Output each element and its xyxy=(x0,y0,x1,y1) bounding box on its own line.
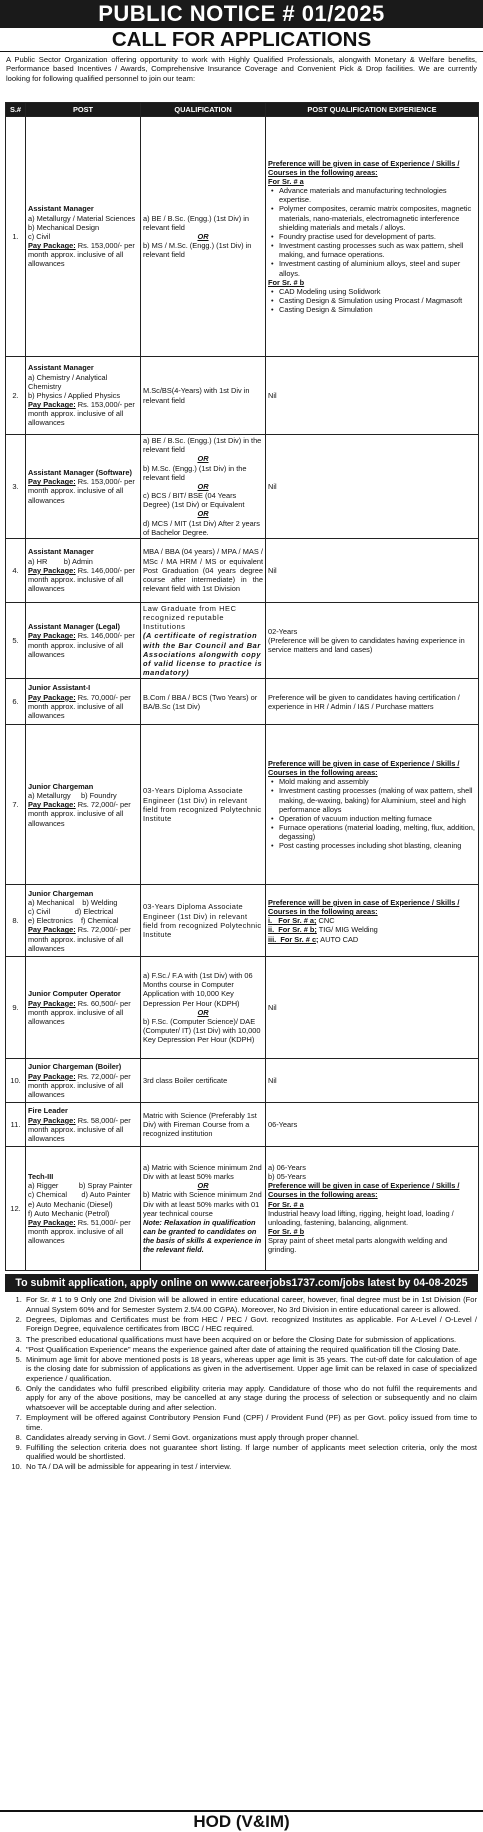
list-item: • CAD Modeling using Solidwork xyxy=(279,287,476,296)
intro-paragraph: A Public Sector Organization offering opportunity to work with Highly Qualified Professionals, alongwith Monetary & Welfare benefits, Performance based Incentives / Awards, Comprehensive Insurance Coverage and Convenient Pick & Drop facilities. We are currently looking for following qualified personnel to join our team: xyxy=(6,55,477,83)
pay-package xyxy=(28,693,138,721)
list-item: 10. No TA / DA will be admissible for appearing in test / interview. xyxy=(24,1462,477,1472)
post-cell xyxy=(26,885,141,957)
list-item: 2. Degrees, Diplomas and Certificates must be from HEC / PEC / Govt. recognized Institutes as applicable. For A-Level / O-Level / Foreign Degree, equivalence certificates from IBCC / HEC required. xyxy=(24,1315,477,1334)
pay-label: Pay Package: xyxy=(28,400,76,410)
or-label: OR xyxy=(197,509,209,519)
list-item: • Advance materials and manufacturing technologies expertise. xyxy=(279,186,476,204)
qualification-a: a) BE / B.Sc. (Engg.) (1st Div) in relevant field xyxy=(143,213,249,232)
experience-text: Spray paint of sheet metal parts alongwith welding and grinding. xyxy=(268,1236,448,1255)
table-row xyxy=(6,435,479,539)
table-row xyxy=(6,1103,479,1147)
pay-label: Pay Package: xyxy=(28,800,76,810)
preference-heading: Preference will be given in case of Experience / Skills / Courses in the following areas: xyxy=(268,897,460,916)
experience-cell: Nil xyxy=(266,435,479,539)
pay-package xyxy=(28,1072,138,1100)
list-item: • Foundry practise used for development of parts. xyxy=(279,232,476,241)
qualification-cell xyxy=(141,435,266,539)
experience-cell xyxy=(266,1147,479,1271)
sub-heading: For Sr. # b xyxy=(268,277,305,287)
list-item: • Polymer composites, ceramic matrix composites, magnetic materials, nano-materials, electromagnetic interference shielding materials and metals / alloys. xyxy=(279,204,476,232)
qualification-cell: M.Sc/BS(4-Years) with 1st Div in relevant field xyxy=(141,357,266,435)
sub-heading: For Sr. # a xyxy=(268,176,304,186)
list-item: • Investment casting processes (making of wax pattern, shell making, de-waxing, baking) for Aluminium, steel and high performance alloys xyxy=(279,786,476,814)
qualification-cell: 03-Years Diploma Associate Engineer (1st Div) in relevant field from recognized Polytechnic Institute xyxy=(141,725,266,885)
qualification-note: Note: Relaxation in qualification can be granted to candidates on the basis of skills & experience in the relevant field. xyxy=(143,1217,262,1255)
pay-value: Rs. 72,000/- per month approx. inclusive of all allowances xyxy=(28,925,131,953)
pay-value: Rs. 72,000/- per month approx. inclusive of all allowances xyxy=(28,800,131,828)
pay-label: Pay Package: xyxy=(28,241,76,251)
post-item: f) Auto Mechanic (Petrol) xyxy=(28,1208,110,1218)
pay-package xyxy=(28,800,138,828)
table-row xyxy=(6,725,479,885)
post-item: c) Civil xyxy=(28,231,51,241)
list-item: • Furnace operations (material loading, melting, flux, addition, degassing) xyxy=(279,823,476,841)
list-item: 6. Only the candidates who fulfil prescribed eligibility criteria may apply. Candidature of those who do not fulfil the requirements and apply for any of the above positions, may be cancelled at any stage during the process of selection or subsequently and no claim whatsoever will be acceptable during and after selection. xyxy=(24,1384,477,1413)
experience-cell xyxy=(266,117,479,357)
qualification-cell xyxy=(141,117,266,357)
sr-cell: 4. xyxy=(6,538,26,602)
experience-text: Industrial heavy load lifting, rigging, height load, loading / unloading, fastening, balancing, alignment. xyxy=(268,1208,454,1227)
pay-value: Rs. 70,000/- per month approx. inclusive of all allowances xyxy=(28,692,131,720)
pay-package xyxy=(28,241,138,269)
pay-package xyxy=(28,925,138,953)
post-title: Assistant Manager (Legal) xyxy=(28,622,120,632)
post-item: b) Physics / Applied Physics xyxy=(28,390,121,400)
pay-value: Rs. 153,000/- per month approx. inclusive of all allowances xyxy=(28,477,135,505)
pay-package xyxy=(28,400,138,428)
preference-heading: Preference will be given in case of Experience / Skills / Courses in the following areas: xyxy=(268,758,460,778)
qualification-cell: MBA / BBA (04 years) / MPA / MAS / MSc / MA HRM / MS or equivalent Post Graduation (04 years degree course after intermediate) in the relevant field with 1st Division xyxy=(141,538,266,602)
pay-package xyxy=(28,566,138,594)
or-label: OR xyxy=(197,1181,209,1191)
post-title: Junior Chargeman xyxy=(28,781,94,791)
pay-label: Pay Package: xyxy=(28,477,76,487)
list-value: AUTO CAD xyxy=(318,934,359,944)
post-title: Junior Assistant-I xyxy=(28,683,91,693)
qualification-d: d) MCS / MIT (1st Div) After 2 years of Bachelor Degree. xyxy=(143,518,260,537)
qualification-note: (A certificate of registration with the Bar Council and Bar Associations alongwith copy of valid license to practice is mandatory) xyxy=(143,631,263,678)
or-label: OR xyxy=(197,481,209,491)
issuer-signature: HOD (V&IM) xyxy=(0,1810,483,1832)
qualification-text: Law Graduate from HEC recognized reputable Institutions xyxy=(143,603,237,632)
or-label: OR xyxy=(197,231,209,241)
experience-cell xyxy=(266,602,479,678)
post-cell xyxy=(26,1147,141,1271)
list-item: • Casting Design & Simulation xyxy=(279,305,476,314)
pay-label: Pay Package: xyxy=(28,1071,76,1081)
pay-value: Rs. 58,000/- per month approx. inclusive of all allowances xyxy=(28,1115,131,1143)
table-row xyxy=(6,1059,479,1103)
experience-years: 02-Years xyxy=(268,626,298,636)
list-label: ii. For Sr. # b; xyxy=(268,925,317,935)
table-row xyxy=(6,957,479,1059)
bullet-list xyxy=(279,777,476,850)
sr-cell: 6. xyxy=(6,679,26,725)
table-row xyxy=(6,117,479,357)
col-sr: S.# xyxy=(6,103,26,117)
post-cell xyxy=(26,538,141,602)
list-item xyxy=(268,935,476,944)
post-item: a) Chemistry / Analytical Chemistry xyxy=(28,372,108,391)
table-row xyxy=(6,357,479,435)
sr-cell: 3. xyxy=(6,435,26,539)
post-cell xyxy=(26,679,141,725)
list-item: • Investment casting processes such as wax pattern, shell making, and furnace operations. xyxy=(279,241,476,259)
post-title: Junior Chargeman (Boiler) xyxy=(28,1062,122,1072)
experience-cell: Nil xyxy=(266,1059,479,1103)
pay-value: Rs. 51,000/- per month approx. inclusive of all allowances xyxy=(28,1217,131,1246)
pay-label: Pay Package: xyxy=(28,565,76,575)
pay-package xyxy=(28,477,138,505)
pay-label: Pay Package: xyxy=(28,631,76,641)
pay-label: Pay Package: xyxy=(28,1115,76,1125)
post-title: Tech-III xyxy=(28,1172,54,1182)
experience-cell: Nil xyxy=(266,357,479,435)
pay-value: Rs. 60,500/- per month approx. inclusive of all allowances xyxy=(28,998,131,1026)
post-title: Junior Computer Operator xyxy=(28,989,121,999)
list-item: • Investment casting of aluminium alloys, steel and super alloys. xyxy=(279,259,476,277)
experience-cell: Nil xyxy=(266,538,479,602)
pay-value: Rs. 146,000/- per month approx. inclusive of all allowances xyxy=(28,565,135,594)
post-item: c) Civil d) Electrical xyxy=(28,907,114,916)
experience-cell xyxy=(266,725,479,885)
pay-value: Rs. 72,000/- per month approx. inclusive of all allowances xyxy=(28,1071,131,1099)
post-title: Assistant Manager (Software) xyxy=(28,468,132,478)
preference-heading: Preference will be given in case of Experience / Skills / Courses in the following areas: xyxy=(268,158,460,177)
experience-cell: 06-Years xyxy=(266,1103,479,1147)
post-cell xyxy=(26,357,141,435)
pay-label: Pay Package: xyxy=(28,692,76,702)
or-label: OR xyxy=(197,454,209,464)
list-label: iii. For Sr. # c; xyxy=(268,934,319,944)
qualification-b: b) F.Sc. (Computer Science)/ DAE (Computer/ IT) (1st Div) with 10,000 Key Depression Per Hour (KDPH) xyxy=(143,1016,261,1045)
pay-value: Rs. 146,000/- per month approx. inclusive of all allowances xyxy=(28,631,135,659)
qualification-cell xyxy=(141,602,266,678)
sr-cell: 11. xyxy=(6,1103,26,1147)
post-title: Assistant Manager xyxy=(28,363,94,373)
table-row xyxy=(6,538,479,602)
bullet-list xyxy=(279,186,476,278)
table-row xyxy=(6,679,479,725)
list-item: • Mold making and assembly xyxy=(279,777,476,786)
qualification-b: b) MS / M.Sc. (Engg.) (1st Div) in relevant field xyxy=(143,241,252,260)
post-title: Junior Chargeman xyxy=(28,888,94,898)
post-title: Assistant Manager xyxy=(28,204,94,214)
experience-cell xyxy=(266,885,479,957)
sr-cell: 12. xyxy=(6,1147,26,1271)
sr-cell: 10. xyxy=(6,1059,26,1103)
qualification-a: a) F.Sc./ F.A with (1st Div) with 06 Months course in Computer Application with 10,000 Key Depression Per Hour (KDPH) xyxy=(143,971,253,1008)
list-item: 9. Fulfilling the selection criteria does not guarantee short listing. If large number of applicants meet selection criteria, only the most qualified would be shortlisted. xyxy=(24,1443,477,1462)
post-cell xyxy=(26,1059,141,1103)
list-item: • Post casting processes including shot blasting, cleaning xyxy=(279,841,476,850)
posts-table xyxy=(5,102,479,1271)
col-qualification: QUALIFICATION xyxy=(141,103,266,117)
post-cell xyxy=(26,435,141,539)
post-cell xyxy=(26,1103,141,1147)
post-item: e) Electronics f) Chemical xyxy=(28,916,119,926)
post-cell xyxy=(26,957,141,1059)
preference-heading: Preference will be given in case of Experience / Skills / Courses in the following areas: xyxy=(268,1181,460,1200)
pay-package xyxy=(28,631,138,659)
col-experience: POST QUALIFICATION EXPERIENCE xyxy=(266,103,479,117)
pay-label: Pay Package: xyxy=(28,1217,76,1227)
or-label: OR xyxy=(197,1007,209,1017)
post-cell xyxy=(26,117,141,357)
post-cell xyxy=(26,725,141,885)
pay-value: Rs. 153,000/- per month approx. inclusive of all allowances xyxy=(28,241,135,269)
list-item: • Operation of vacuum induction melting furnace xyxy=(279,814,476,823)
sr-cell: 2. xyxy=(6,357,26,435)
post-item: a) HR b) Admin xyxy=(28,556,93,566)
experience-cell: Preference will be given to candidates having certification / experience in HR / Admin / I&S / Purchase matters xyxy=(266,679,479,725)
apply-online-banner: To submit application, apply online on www.careerjobs1737.com/jobs latest by 04-08-2025 xyxy=(5,1274,478,1292)
list-label: i. For Sr. # a; xyxy=(268,916,317,926)
qualification-a: a) Matric with Science minimum 2nd Div with at least 50% marks xyxy=(143,1162,262,1182)
qualification-cell xyxy=(141,957,266,1059)
pay-package xyxy=(28,1116,138,1144)
qualification-cell: 03-Years Diploma Associate Engineer (1st Div) in relevant field from recognized Polytechnic Institute xyxy=(141,885,266,957)
post-title: Assistant Manager xyxy=(28,547,94,557)
bullet-list xyxy=(279,287,476,315)
list-item: 8. Candidates already serving in Govt. / Semi Govt. organizations must apply through proper channel. xyxy=(24,1433,477,1443)
sr-cell: 1. xyxy=(6,117,26,357)
table-row xyxy=(6,885,479,957)
pay-label: Pay Package: xyxy=(28,925,76,935)
post-item: a) Metallurgy / Material Sciences xyxy=(28,213,136,223)
list-value: CNC xyxy=(316,916,335,926)
qualification-b: b) M.Sc. (Engg.) (1st Div) in the relevant field xyxy=(143,463,247,482)
qualification-cell: 3rd class Boiler certificate xyxy=(141,1059,266,1103)
list-item: 4. "Post Qualification Experience" means the experience gained after date of attaining the required qualification till the Closing Date. xyxy=(24,1345,477,1355)
qualification-cell: Matric with Science (Preferably 1st Div) with Fireman Course from a recognized institution xyxy=(141,1103,266,1147)
qualification-a: a) BE / B.Sc. (Engg.) (1st Div) in the relevant field xyxy=(143,436,262,455)
experience-years: a) 06-Years xyxy=(268,1162,306,1172)
experience-text: (Preference will be given to candidates having experience in service matters and land cases) xyxy=(268,635,465,655)
list-item: 3. The prescribed educational qualifications must have been acquired on or before the Closing Date for submission of applications. xyxy=(24,1335,477,1345)
sub-heading: For Sr. # a xyxy=(268,1199,304,1209)
sr-cell: 7. xyxy=(6,725,26,885)
post-item: e) Auto Mechanic (Diesel) xyxy=(28,1199,113,1209)
list-item xyxy=(268,916,476,925)
list-item: 7. Employment will be offered against Contributory Pension Fund (CPF) / Provident Fund (PF) as per Govt. policy issued from time to time. xyxy=(24,1413,477,1432)
notice-title: PUBLIC NOTICE # 01/2025 xyxy=(0,0,483,28)
table-row xyxy=(6,602,479,678)
qualification-c: c) BCS / BIT/ BSE (04 Years Degree) (1st Div) or Equivalent xyxy=(143,491,245,510)
post-cell xyxy=(26,602,141,678)
qualification-cell: B.Com / BBA / BCS (Two Years) or BA/B.Sc (1st Div) xyxy=(141,679,266,725)
post-item: b) Mechanical Design xyxy=(28,222,100,232)
terms-list xyxy=(24,1295,477,1472)
qualification-b: b) Matric with Science minimum 2nd Div with at least 50% marks with 01 year technical course xyxy=(143,1190,262,1218)
qualification-cell xyxy=(141,1147,266,1271)
sr-cell: 8. xyxy=(6,885,26,957)
list-item: 1. For Sr. # 1 to 9 Only one 2nd Division will be allowed in entire educational career, however, final degree must be in 1st Division (For Annual System 60% and for Semester System 2.5/4.00 CGPA). Moreover, No 3rd Division in entire educational career is allowed. xyxy=(24,1295,477,1314)
pay-label: Pay Package: xyxy=(28,998,76,1008)
sr-cell: 5. xyxy=(6,602,26,678)
sub-heading: For Sr. # b xyxy=(268,1227,305,1237)
table-row xyxy=(6,1147,479,1271)
list-value: TIG/ MIG Welding xyxy=(316,925,378,935)
list-item: • Casting Design & Simulation using Procast / Magmasoft xyxy=(279,296,476,305)
table-header-row xyxy=(6,103,479,117)
post-item: a) Mechanical b) Welding xyxy=(28,897,118,907)
post-title: Fire Leader xyxy=(28,1106,68,1116)
notice-subtitle: CALL FOR APPLICATIONS xyxy=(0,28,483,52)
post-item: c) Chemical d) Auto Painter xyxy=(28,1190,131,1200)
post-item: a) Metallurgy b) Foundry xyxy=(28,791,117,800)
pay-package xyxy=(28,1218,138,1246)
sr-cell: 9. xyxy=(6,957,26,1059)
post-item: a) Rigger b) Spray Painter xyxy=(28,1181,133,1191)
experience-cell: Nil xyxy=(266,957,479,1059)
list-item: 5. Minimum age limit for above mentioned posts is 18 years, whereas upper age limit is 35 years. The cut-off date for calculation of age is the closing date for submission of applications as given in the advertisement. Upper age limit can be relaxed in case of specialized experience / qualification. xyxy=(24,1355,477,1384)
col-post: POST xyxy=(26,103,141,117)
experience-years: b) 05-Years xyxy=(268,1172,306,1182)
pay-value: Rs. 153,000/- per month approx. inclusive of all allowances xyxy=(28,400,135,428)
list-item xyxy=(268,925,476,934)
pay-package xyxy=(28,999,138,1027)
